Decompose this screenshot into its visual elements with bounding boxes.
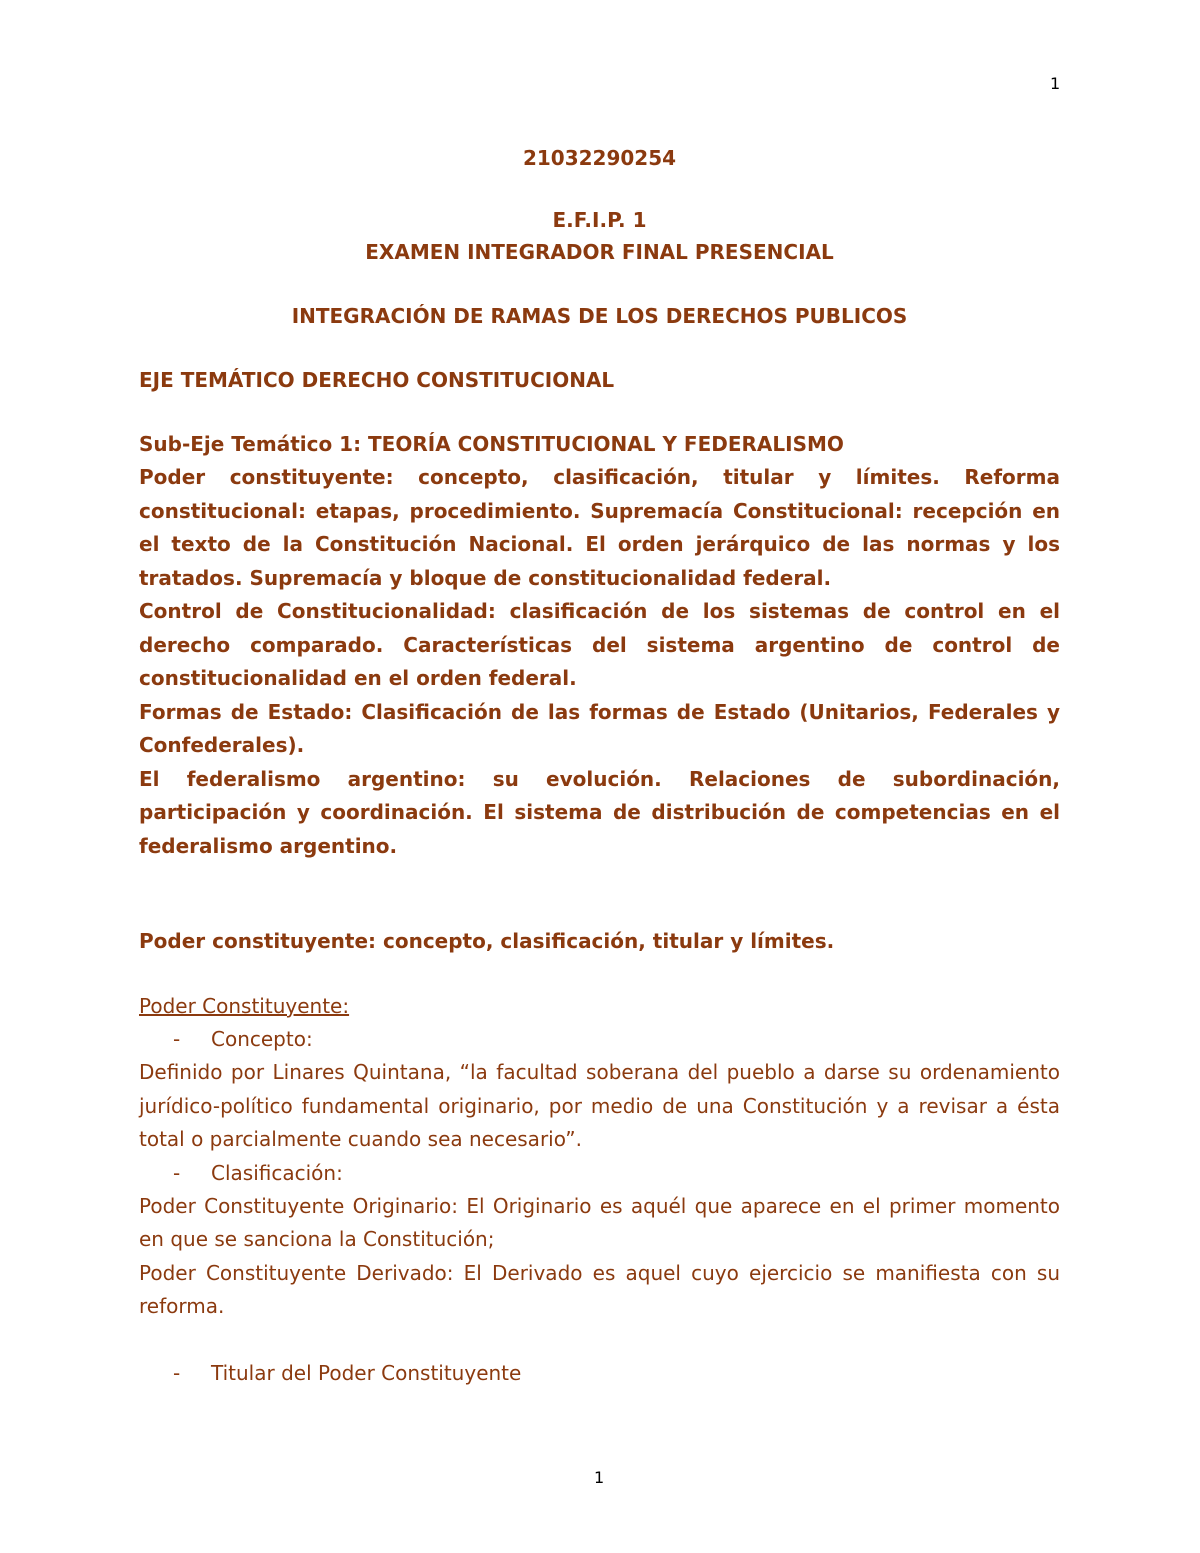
subsection-heading: Poder Constituyente: — [139, 994, 350, 1018]
bullet-concept — [139, 1023, 1060, 1056]
syllabus — [139, 461, 1060, 863]
bullet-label: Clasificación: — [211, 1160, 343, 1185]
bullet-dash: - — [173, 1160, 181, 1185]
exam-title: EXAMEN INTEGRADOR FINAL PRESENCIAL — [365, 240, 834, 264]
bullet-label: Concepto: — [211, 1027, 313, 1051]
page-number-header: 1 — [1050, 74, 1061, 93]
document-body — [139, 142, 1060, 1390]
page-number-footer: 1 — [594, 1468, 605, 1487]
syllabus-paragraph: Control de Constitucionalidad: clasificación de los sistemas de control en el derecho comparado. Características del sistema argentino de control de constitucionalidad en el orden federal. — [139, 599, 1060, 690]
section-title: INTEGRACIÓN DE RAMAS DE LOS DERECHOS PUBLICOS — [291, 304, 908, 328]
syllabus-paragraph: Formas de Estado: Clasificación de las formas de Estado (Unitarios, Federales y Confederales). — [139, 699, 1060, 757]
bullet-holder — [139, 1357, 1060, 1390]
syllabus-paragraph: El federalismo argentino: su evolución. Relaciones de subordinación, participación y coordinación. El sistema de distribución de competencias en el federalismo argentino. — [139, 766, 1060, 858]
document-id: 21032290254 — [522, 146, 677, 170]
derived-power-text: Poder Constituyente Derivado: El Derivado es aquel cuyo ejercicio se manifiesta con su reforma. — [139, 1260, 1060, 1318]
syllabus-paragraph: Poder constituyente: concepto, clasificación, titular y límites. Reforma constitucional: etapas, procedimiento. Supremacía Constitucional: recepción en el texto de la Constitución Nacional. El orden jerárquico de las normas y los tratados. Supremacía y bloque de constitucionalidad federal. — [139, 465, 1060, 590]
bullet-label: Titular del Poder Constituyente — [211, 1360, 522, 1385]
topic-heading: Poder constituyente: concepto, clasificación, titular y límites. — [139, 929, 835, 953]
bullet-dash: - — [173, 1360, 181, 1385]
original-power-text: Poder Constituyente Originario: El Originario es aquél que aparece en el primer momento en que se sanciona la Constitución; — [139, 1193, 1060, 1251]
axis-title: EJE TEMÁTICO DERECHO CONSTITUCIONAL — [139, 368, 615, 392]
subaxis-title: Sub-Eje Temático 1: TEORÍA CONSTITUCIONAL Y FEDERALISMO — [139, 432, 844, 456]
bullet-classification — [139, 1157, 1060, 1190]
concept-text: Definido por Linares Quintana, “la facultad soberana del pueblo a darse su ordenamiento jurídico-político fundamental originario, por medio de una Constitución y a revisar a ésta total o parcialmente cuando sea necesario”. — [139, 1060, 1060, 1151]
bullet-dash: - — [173, 1027, 181, 1051]
exam-code: E.F.I.P. 1 — [552, 208, 647, 232]
spacer — [139, 1324, 1060, 1357]
